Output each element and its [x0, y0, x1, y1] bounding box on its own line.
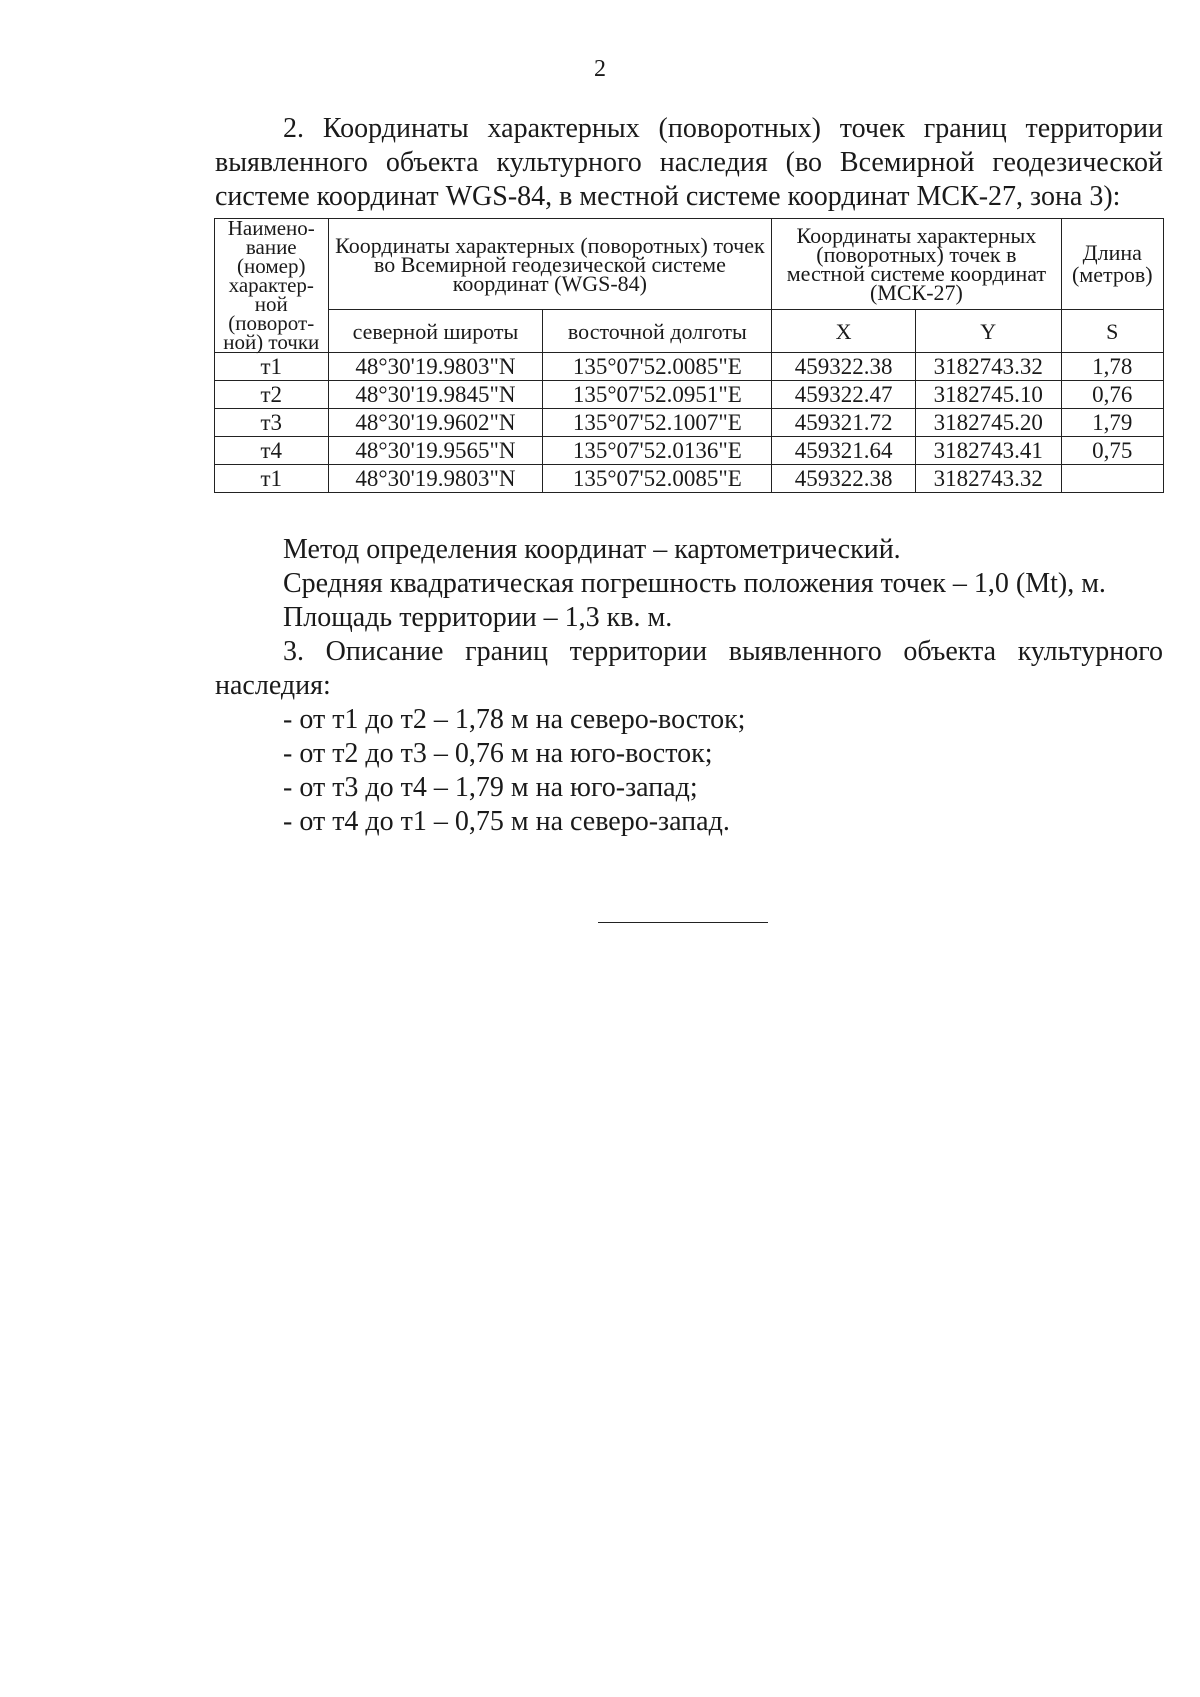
boundary-item: - от т2 до т3 – 0,76 м на юго-восток;	[283, 738, 713, 769]
header-point-name: Наимено-вание (номер) характер-ной (поворот-ной) точки	[215, 219, 329, 353]
length-cell: 0,76	[1061, 381, 1163, 409]
latitude-cell: 48°30'19.9803"N	[328, 353, 543, 381]
section-3-heading: 3. Описание границ территории выявленного объекта культурного наследия:	[215, 636, 1163, 701]
y-cell: 3182743.41	[915, 437, 1061, 465]
boundary-item: - от т4 до т1 – 0,75 м на северо-запад.	[283, 806, 730, 837]
header-y: Y	[915, 310, 1061, 353]
table-row	[215, 381, 1164, 409]
page-number: 2	[594, 56, 606, 82]
longitude-cell: 135°07'52.0085"E	[543, 353, 772, 381]
boundary-item: - от т3 до т4 – 1,79 м на юго-запад;	[283, 772, 698, 803]
point-name: т1	[215, 353, 329, 381]
header-longitude: восточной долготы	[543, 310, 772, 353]
point-name: т2	[215, 381, 329, 409]
table-row	[215, 353, 1164, 381]
x-cell: 459322.38	[772, 465, 916, 493]
point-name: т4	[215, 437, 329, 465]
section-2-intro: 2. Координаты характерных (поворотных) точек границ территории выявленного объекта культурного наследия (во Всемирной геодезической системе координат WGS-84, в местной системе координат МСК-27, зона 3):	[215, 113, 1163, 212]
table-row	[215, 465, 1164, 493]
table-row	[215, 437, 1164, 465]
latitude-cell: 48°30'19.9565"N	[328, 437, 543, 465]
length-cell: 1,79	[1061, 409, 1163, 437]
header-length: Длина (метров)	[1061, 219, 1163, 310]
method-line: Метод определения координат – картометрический.	[283, 534, 901, 565]
y-cell: 3182745.20	[915, 409, 1061, 437]
length-cell	[1061, 465, 1163, 493]
latitude-cell: 48°30'19.9845"N	[328, 381, 543, 409]
length-cell: 0,75	[1061, 437, 1163, 465]
x-cell: 459321.64	[772, 437, 916, 465]
x-cell: 459321.72	[772, 409, 916, 437]
point-name: т3	[215, 409, 329, 437]
closing-rule	[598, 922, 768, 923]
table-row	[215, 409, 1164, 437]
latitude-cell: 48°30'19.9803"N	[328, 465, 543, 493]
x-cell: 459322.38	[772, 353, 916, 381]
header-msk-group: Координаты характерных (поворотных) точек в местной системе координат (МСК-27)	[772, 219, 1061, 310]
point-name: т1	[215, 465, 329, 493]
boundary-item: - от т1 до т2 – 1,78 м на северо-восток;	[283, 704, 746, 735]
error-line: Средняя квадратическая погрешность положения точек – 1,0 (Mt), м.	[283, 568, 1106, 599]
y-cell: 3182743.32	[915, 353, 1061, 381]
y-cell: 3182745.10	[915, 381, 1061, 409]
header-s: S	[1061, 310, 1163, 353]
x-cell: 459322.47	[772, 381, 916, 409]
length-cell: 1,78	[1061, 353, 1163, 381]
text-after-table	[215, 533, 1163, 839]
header-wgs-group: Координаты характерных (поворотных) точек во Всемирной геодезической системе координат (WGS-84)	[328, 219, 772, 310]
header-latitude: северной широты	[328, 310, 543, 353]
y-cell: 3182743.32	[915, 465, 1061, 493]
header-x: X	[772, 310, 916, 353]
longitude-cell: 135°07'52.0136"E	[543, 437, 772, 465]
coordinates-table	[214, 218, 1164, 493]
longitude-cell: 135°07'52.0085"E	[543, 465, 772, 493]
latitude-cell: 48°30'19.9602"N	[328, 409, 543, 437]
longitude-cell: 135°07'52.0951"E	[543, 381, 772, 409]
area-line: Площадь территории – 1,3 кв. м.	[283, 602, 673, 633]
longitude-cell: 135°07'52.1007"E	[543, 409, 772, 437]
